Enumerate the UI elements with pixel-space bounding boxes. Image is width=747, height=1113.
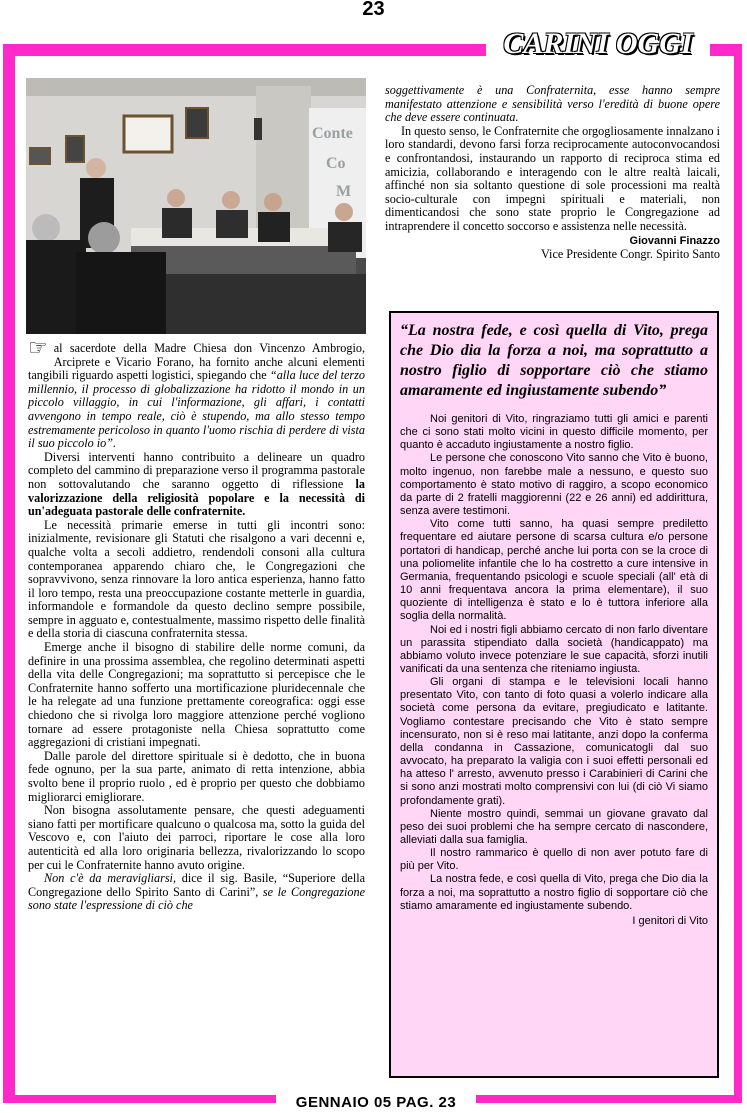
right-column	[385, 84, 720, 262]
banner-text-2: Co	[326, 155, 346, 172]
letter-paragraph: Le persone che conoscono Vito sanno che Vito è buono, molto ingenuo, non farebbe male a nessuno, e questo suo comportamento è stato motivo di raggiro, a scopo economico da parte di 2 fratelli maggiorenni (22 e 26 anni) ed addirittura, senza avere testimoni.	[400, 452, 708, 518]
article-paragraph-1-quote: “alla luce del terzo millennio, il processo di globalizzazione ha ridotto il mondo in un piccolo villaggio, in cui l'informazione, gli affari, i contatti avvengono in tempo reale, ciò è stupendo, ma allo stesso tempo estremamente pericoloso in quanto l'uomo rischia di perdere di vista il suo piccolo io”.	[28, 368, 365, 451]
article-paragraph-9: In questo senso, le Confraternite che orgogliosamente innalzano i loro standardi, devono farsi forza reciprocamente autoconvocandosi e confrontandosi, instaurando un rapporto di reciproca stima ed amicizia, collaborando e interagendo con le altre realtà laicali, affinché non sia soltanto questione di sole processioni ma realtà socio-culturale con impegni spirituali e materiali, non dimenticandosi che sono state proprio le Congregazione ad intraprendere il concetto soccorso e assistenza nelle necessità.	[385, 123, 720, 233]
letter-paragraph: Noi ed i nostri figli abbiamo cercato di non farlo diventare un parassita stipendiato dalla società (handicappato) ma abbiamo voluto invece potenziare le sue capacità, sforzi inutili vanificati da una sentenza che riteniamo ingiusta.	[400, 623, 708, 675]
banner-text-1: Conte	[312, 125, 353, 142]
left-column	[28, 335, 366, 913]
banner-text-3: M	[336, 183, 352, 200]
author-role: Vice Presidente Congr. Spirito Santo	[540, 247, 720, 262]
article-paragraph-7: Non c'è da meravigliarsi, dice il sig. Basile, “Superiore della Congregazione dello Spirito Santo di Carini”, se le Congregazione sono state l'espressione di ciò che	[28, 871, 366, 913]
letter-paragraph: Gli organi di stampa e le televisioni locali hanno presentato Vito, con tanto di foto quasi a volerlo indicare alla società come persona da evitare, pregiudicato e latitante. Vogliamo contestare precisando che Vito è stato sempre incensurato, non si è reso mai latitante, anzi dopo la conferma della condanna in Cassazione, comunicatogli dal suo avvocato, ha preparato la valigia con i suoi effetti personali ed ha atteso l' arresto, avvenuto presso i Carabinieri di Carini che si sono anzi mostrati molto comprensivi con lui (di ciò Vi siamo profondamente grati).	[400, 676, 708, 807]
letter-body	[400, 413, 708, 913]
letter-paragraph: Vito come tutti sanno, ha quasi sempre prediletto frequentare ed aiutare persone di scarsa cultura e/o persone portatori di handicap, perché anche lui porta con se la croce di una poliomelite infantile che lo ha costretto a cure intensive in Germania, frequentando psicologi e scuole speciali (all' età di 10 anni frequentava ancora la prima elementare), il suo quoziente di intelligenza è stato e lo è tuttora inferiore alla soglia della normalità.	[400, 518, 708, 623]
letter-signature: I genitori di Vito	[632, 914, 708, 927]
letter-paragraph: Niente mostro quindi, semmai un giovane gravato dal peso dei suoi problemi che ha sempre cercato di nascondere, alleviati dalla sua famiglia.	[400, 807, 708, 846]
letter-paragraph: La nostra fede, e così quella di Vito, prega che Dio dia la forza a noi, ma soprattutto a nostro figlio di sopportare ciò che stiamo amaramente ed ingiustamente subendo.	[400, 873, 708, 912]
article-paragraph-5: Dalle parole del direttore spirituale si è dedotto, che in buona fede ognuno, per la sua parte, animato di retta intenzione, abbia svolto bene il proprio ruolo , ed è proprio per questo che dobbiamo migliorarci emigliorare.	[28, 748, 365, 804]
letter-paragraph: Noi genitori di Vito, ringraziamo tutti gli amici e parenti che ci sono stati molto vicini in questo difficile momento, per quanto è accaduto ingiustamente a nostro figlio.	[400, 413, 708, 452]
article-paragraph-1	[28, 335, 365, 451]
article-paragraph-6: Non bisogna assolutamente pensare, che questi adeguamenti siano fatti per mortificare qualcuno o qualcosa ma, sotto la guida del Vescovo e, con l'aiuto dei parroci, riportare le cose alla loro autenticità ed alla loro originaria bellezza, rivalorizzando lo scopo per cui le Confraternite hanno avuto origine.	[28, 803, 365, 872]
page-footer: GENNAIO 05 PAG. 23	[276, 1093, 476, 1113]
parents-letter-box	[389, 311, 719, 1078]
article-paragraph-2: Diversi interventi hanno contribuito a delineare un quadro completo del cammino di preparazione verso il programma pastorale non sottovalutando che saranno oggetto di riflessione la valorizzazione della religiosità popolare e la necessità di un'adeguata pastorale delle confraternite.	[28, 449, 365, 519]
article-paragraph-4: Emerge anche il bisogno di stabilire delle norme comuni, da definire in una prossima assemblea, che regolino determinati aspetti della vita delle Congregazioni; ma soprattutto si percepisce che le Confraternite hanno sofferto una mortificazione pluridecennale che le ha relegate ad una funzione prettamente coreografica: oggi esse chiedono che si rivolga loro maggiore attenzione perché vogliono tornare ad essere protagoniste nella Chiesa soprattutto come aggregazioni di cristiani impegnati.	[28, 640, 365, 750]
letter-paragraph: Il nostro rammarico è quello di non aver potuto fare di più per Vito.	[400, 847, 708, 873]
pointing-hand-icon: ☞	[28, 335, 48, 360]
meeting-photo	[26, 78, 366, 334]
article-emphasis: la valorizzazione della religiosità popolare e la necessità di un'adeguata pastorale delle confraternite.	[28, 476, 365, 519]
article-paragraph-1-lead: al sacerdote della Madre Chiesa don Vincenzo Ambrogio, Arciprete e Vicario Forano, ha fornito anche alcuni elementi tangibili riguardo aspetti logistici, spiegando che	[28, 341, 365, 383]
letter-headline-quote: “La nostra fede, e così quella di Vito, prega che Dio dia la forza a noi, ma soprattutto a nostro figlio di sopportare ciò che stiamo amaramente ed ingiustamente subendo”	[400, 322, 708, 399]
article-paragraph-3: Le necessità primarie emerse in tutti gli incontri sono: inizialmente, revisionare gli Statuti che risalgono a vari decenni e, qualche volta a secoli addietro, rendendoli consoni alla cultura contemporanea apparendo chiaro che, le Congregazioni che sopravvivono, senza rinnovare la loro antica esperienza, hanno fatto il loro tempo, resta una preoccupazione costante metterle in guardia, informandole e formandole da questo declino sempre possibile, sempre in agguato e, contestualmente, massimo rispetto delle finalità e della storia di ciascuna confraternita stessa.	[28, 517, 365, 641]
author-name: Giovanni Finazzo	[629, 234, 720, 247]
masthead-title: CARINI OGGI	[486, 24, 710, 64]
article-paragraph-8: soggettivamente è una Confraternita, esse hanno sempre manifestato attenzione e sensibilità verso l'eredità di buone opere che deve essere continuata.	[385, 83, 720, 125]
page-number: 23	[362, 0, 385, 20]
meeting-photo-illustration	[26, 78, 366, 334]
